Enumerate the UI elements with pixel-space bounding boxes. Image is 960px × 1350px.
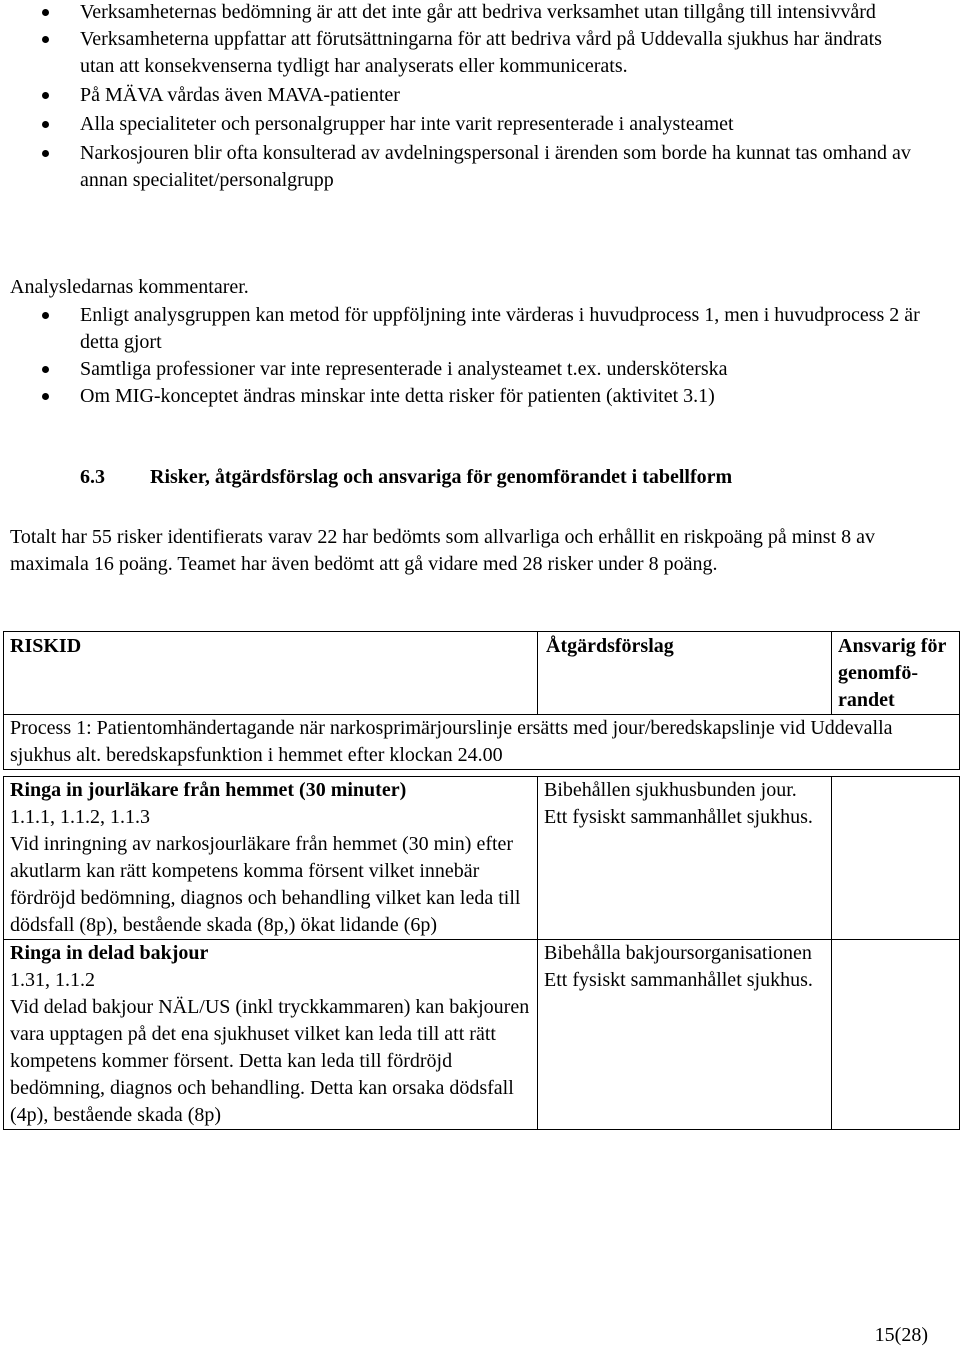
- bullet-list-analysis: [0, 302, 920, 410]
- bullet-icon: [42, 92, 49, 99]
- measure-cell: [538, 940, 832, 1130]
- risk-ids: 1.31, 1.1.2: [10, 969, 95, 991]
- intro-paragraph: Totalt har 55 risker identifierats varav 22 har bedömts som allvarliga och erhållit en riskpoäng på minst 8 av maximala 16 poäng. Teamet har även bedömt att gå vidare med 28 risker under 8 poäng.: [10, 526, 876, 575]
- list-item-text: Alla specialiteter och personalgrupper har inte varit representerade i analysteamet: [80, 113, 734, 135]
- bullet-icon: [42, 36, 49, 43]
- list-item: [0, 111, 920, 138]
- risk-title: Ringa in delad bakjour: [10, 942, 209, 964]
- list-item: [0, 302, 920, 356]
- responsible-cell: [832, 777, 960, 940]
- measure-item: Bibehållen sjukhusbunden jour.: [544, 779, 797, 801]
- risk-ids: 1.1.1, 1.1.2, 1.1.3: [10, 806, 150, 828]
- analysis-comments-heading: Analysledarnas kommentarer.: [10, 276, 249, 298]
- risk-title: Ringa in jourläkare från hemmet (30 minuter): [10, 779, 407, 801]
- bullet-icon: [42, 312, 49, 319]
- list-item: [0, 383, 920, 410]
- risk-description: Vid inringning av narkosjourläkare från hemmet (30 min) efter akutlarm kan rätt kompetens komma försent vilket innebär fördröjd bedömning, diagnos och behandling vilket kan leda till dödsfall (8p), bestående skada (8p,) ökat lidande (6p): [10, 833, 521, 936]
- list-item-text: Samtliga professioner var inte representerade i analysteamet t.ex. undersköterska: [80, 358, 728, 380]
- list-item-text: På MÄVA vårdas även MAVA-patienter: [80, 84, 400, 106]
- table-row: [4, 940, 960, 1130]
- table-header-row: [4, 632, 960, 715]
- list-item: [0, 140, 920, 194]
- measure-item: Ett fysiskt sammanhållet sjukhus.: [544, 969, 813, 991]
- list-item: [0, 356, 920, 383]
- list-item-text: Enligt analysgruppen kan metod för uppföljning inte värderas i huvudprocess 1, men i huvudprocess 2 är detta gjort: [80, 304, 920, 353]
- header-atgardsforslag: Åtgärdsförslag: [538, 632, 832, 715]
- process-description: Process 1: Patientomhändertagande när narkosprimärjourslinje ersätts med jour/beredskapslinje vid Uddevalla sjukhus alt. beredskapsfunktion i hemmet efter klockan 24.00: [4, 715, 960, 770]
- measure-cell: [538, 777, 832, 940]
- bullet-list-findings: [0, 0, 920, 194]
- bullet-icon: [42, 121, 49, 128]
- header-ansvarig: Ansvarig för genomfö-randet: [832, 632, 960, 715]
- list-item-text: Verksamheterna uppfattar att förutsättningarna för att bedriva vård på Uddevalla sjukhus har ändrats utan att konsekvenserna tydligt har analyserats eller kommunicerats.: [80, 28, 882, 77]
- risk-cell: [4, 777, 538, 940]
- section-title: Risker, åtgärdsförslag och ansvariga för genomförandet i tabellform: [150, 466, 733, 488]
- list-item-text: Om MIG-konceptet ändras minskar inte detta risker för patienten (aktivitet 3.1): [80, 385, 715, 407]
- section-number: 6.3: [80, 466, 105, 488]
- bullet-icon: [42, 393, 49, 400]
- table-row: [4, 777, 960, 940]
- list-item-text: Verksamheternas bedömning är att det inte går att bedriva verksamhet utan tillgång till intensivvård: [80, 1, 876, 23]
- measure-item: Bibehålla bakjoursorganisationen: [544, 942, 812, 964]
- bullet-icon: [42, 150, 49, 157]
- risk-description: Vid delad bakjour NÄL/US (inkl tryckkammaren) kan bakjouren vara upptagen på det ena sjukhuset vilket kan leda till att rätt kompetens kommer försent. Detta kan leda till fördröjd bedömning, diagnos och behandling. Detta kan orsaka dödsfall (4p), bestående skada (8p): [10, 996, 530, 1126]
- page-number: 15(28): [874, 1324, 928, 1346]
- bullet-icon: [42, 366, 49, 373]
- header-riskid: RISKID: [4, 632, 538, 715]
- list-item-text: Narkosjouren blir ofta konsulterad av avdelningspersonal i ärenden som borde ha kunnat tas omhand av annan specialitet/personalgrupp: [80, 142, 911, 191]
- list-item: [0, 26, 920, 80]
- measure-item: Ett fysiskt sammanhållet sjukhus.: [544, 806, 813, 828]
- list-item: [0, 0, 920, 26]
- risk-table: [3, 631, 960, 1130]
- responsible-cell: [832, 940, 960, 1130]
- list-item: [0, 82, 920, 109]
- section-heading: [80, 464, 732, 491]
- risk-cell: [4, 940, 538, 1130]
- spacer-cell: [4, 770, 960, 777]
- bullet-icon: [42, 9, 49, 16]
- process-row: [4, 715, 960, 770]
- table-spacer: [4, 770, 960, 777]
